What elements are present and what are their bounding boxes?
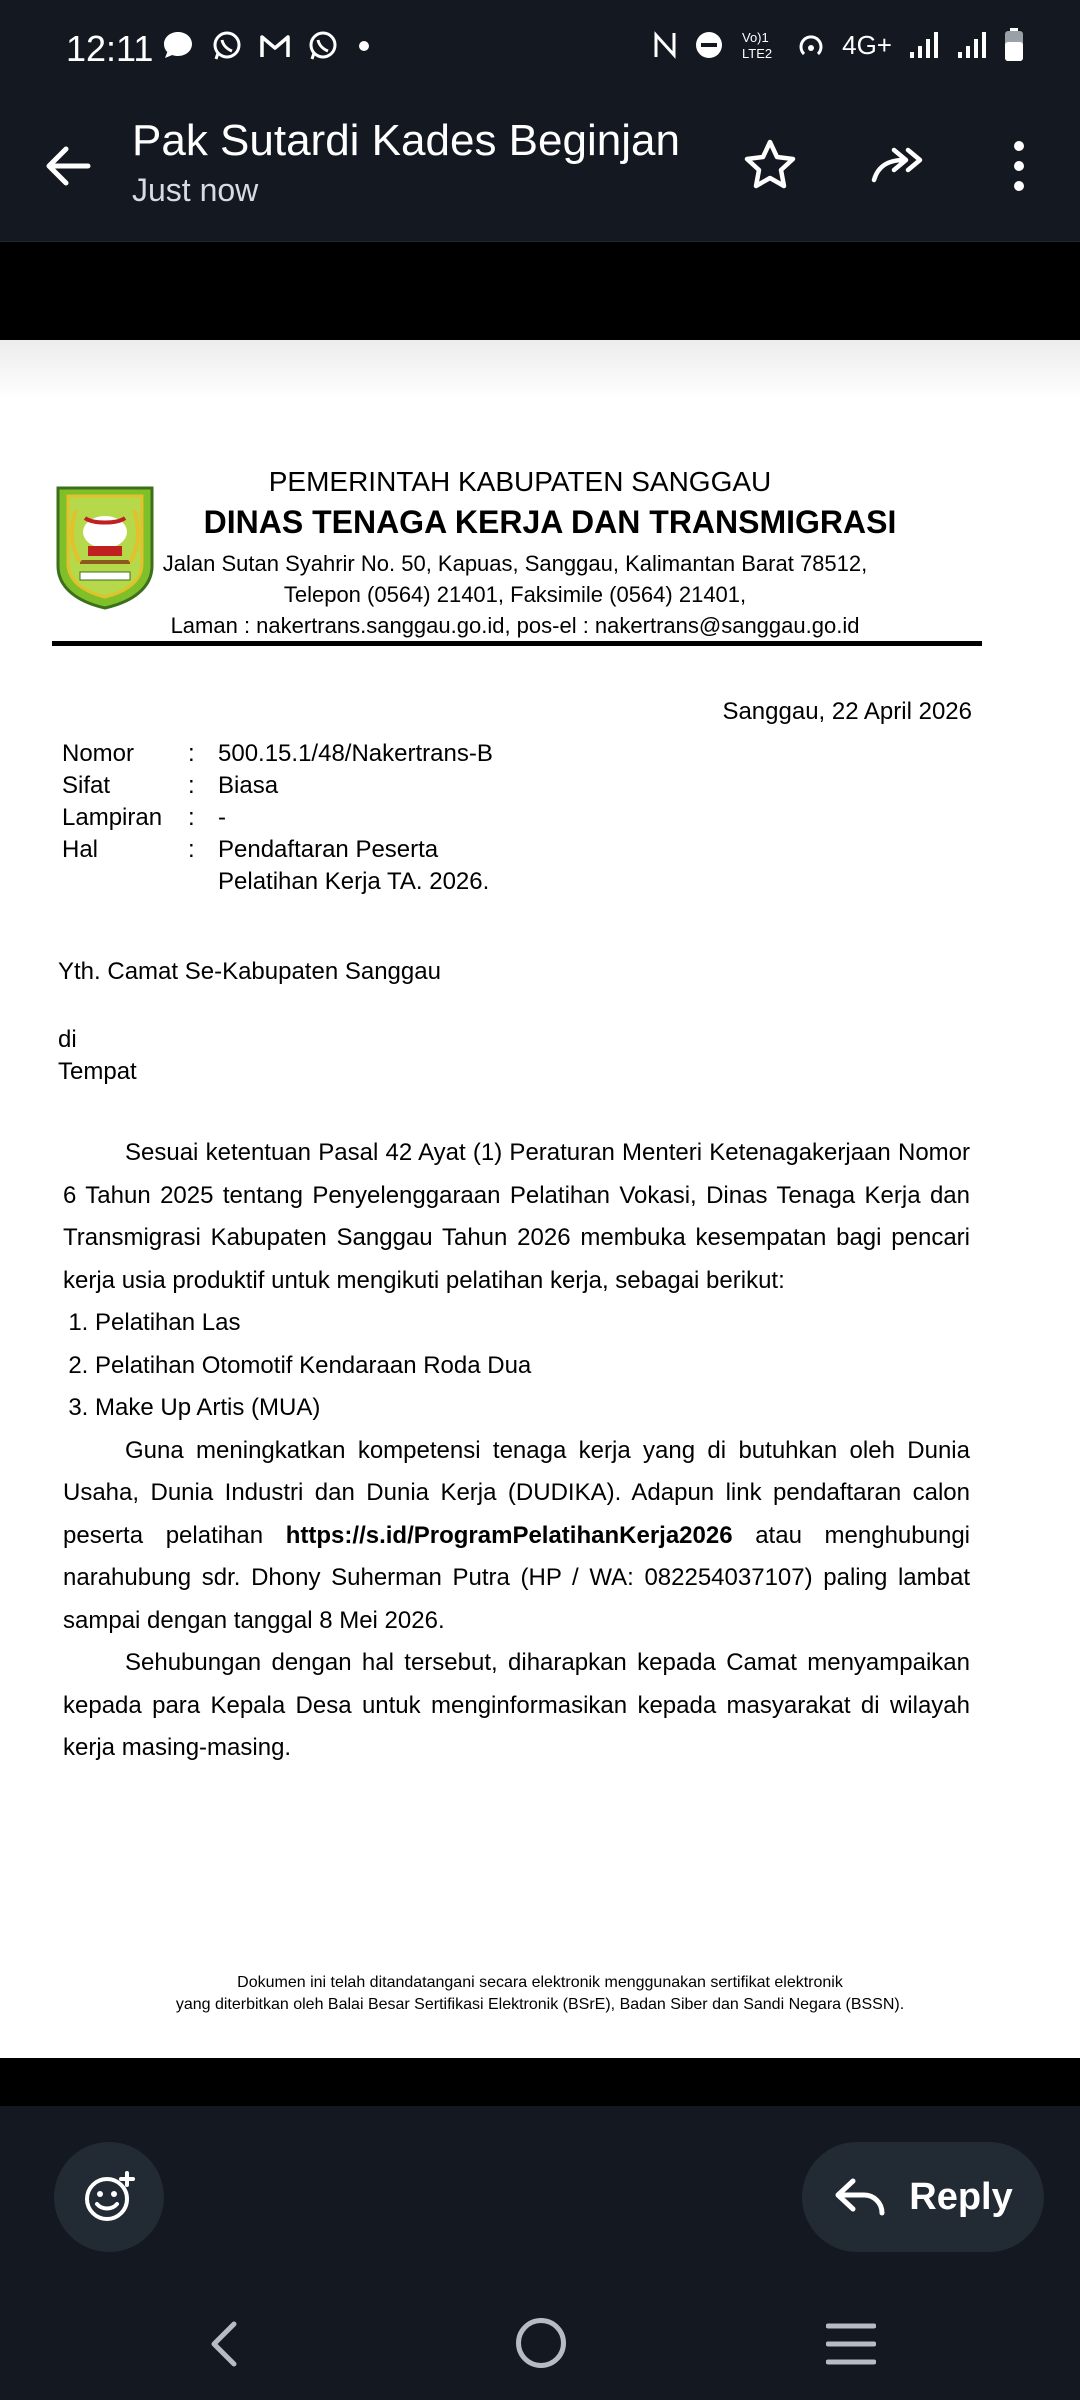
list-item: 3. Make Up Artis (MUA): [95, 1387, 970, 1430]
status-bar: [0, 0, 1080, 100]
volte-icon: [740, 28, 780, 62]
e-signature-note: [100, 1972, 980, 2016]
paragraph-2-text: atau menghubungi narahubung sdr. Dhony Suherman Putra (HP / WA: 082254037107) paling lambat sampai dengan tanggal 8 Mei 2026.: [63, 1521, 970, 1634]
network-type: 4G+: [842, 29, 892, 60]
meta-row: [62, 738, 718, 770]
whatsapp-icon: [210, 29, 244, 63]
letter-recipient: Yth. Camat Se-Kabupaten Sanggau: [58, 958, 441, 985]
message-time: Just now: [132, 172, 259, 208]
list-item: 1. Pelatihan Las: [95, 1302, 970, 1345]
letterhead-divider: [52, 641, 982, 646]
paragraph-1: Sesuai ketentuan Pasal 42 Ayat (1) Peraturan Menteri Ketenagakerjaan Nomor 6 Tahun 2025 tentang Penyelenggaraan Pelatihan Vokasi, Dinas Tenaga Kerja dan Transmigrasi Kabupaten Sanggau Tahun 2026 membuka kesempatan bagi pencari kerja usia produktif untuk mengikuti pelatihan kerja, sebagai berikut:: [63, 1139, 970, 1294]
meta-row: [62, 866, 718, 898]
e-signature-line: Dokumen ini telah ditandatangani secara elektronik menggunakan sertifikat elektronik: [237, 1974, 843, 1991]
back-arrow-icon[interactable]: [40, 138, 96, 194]
do-not-disturb-icon: [694, 30, 724, 60]
meta-value: Pelatihan Kerja TA. 2026.: [218, 868, 490, 895]
meta-key: Sifat: [62, 772, 111, 799]
whatsapp-icon: [306, 29, 340, 63]
more-notifications-dot-icon: [354, 36, 374, 56]
system-icons: [652, 28, 1024, 62]
letterhead-government: PEMERINTAH KABUPATEN SANGGAU: [268, 466, 772, 497]
reply-arrow-icon: [833, 2175, 887, 2219]
meta-key: Hal: [62, 836, 99, 863]
meta-row: [62, 834, 718, 866]
letter-date: Sanggau, 22 April 2026: [722, 698, 972, 725]
react-emoji-button[interactable]: [54, 2142, 164, 2252]
meta-value: Pendaftaran Peserta: [218, 836, 439, 863]
location-di: di: [58, 1026, 77, 1053]
location-tempat: Tempat: [58, 1058, 137, 1085]
address-line: Jalan Sutan Syahrir No. 50, Kapuas, Sanggau, Kalimantan Barat 78512,: [162, 551, 868, 576]
meta-colon: :: [188, 804, 195, 831]
paragraph-3: Sehubungan dengan hal tersebut, diharapkan kepada Camat menyampaikan kepada para Kepala Desa untuk menginformasikan kepada masyarakat di wilayah kerja masing-masing.: [63, 1649, 970, 1761]
meta-value: Biasa: [218, 772, 279, 799]
document-image[interactable]: [0, 340, 1080, 2058]
letter-meta: [62, 738, 718, 898]
training-list: [63, 1302, 970, 1430]
notification-icons: [160, 28, 374, 64]
signal-icon: [956, 30, 988, 60]
system-navigation-bar: [0, 2290, 1080, 2400]
hotspot-icon: [796, 30, 826, 60]
meta-value: -: [218, 804, 226, 831]
reply-button[interactable]: [802, 2142, 1044, 2252]
paragraph-2-text: Guna meningkatkan kompetensi tenaga kerja yang di butuhkan oleh Dunia Usaha, Dunia Industri dan Dunia Kerja (DUDIKA). Adapun link pendaftaran calon peserta pelatihan: [63, 1436, 970, 1549]
nav-recents-icon[interactable]: [826, 2322, 876, 2366]
letter-body: [63, 1132, 970, 1770]
registration-link: https://s.id/ProgramPelatihanKerja2026: [285, 1521, 733, 1549]
paragraph-2: [63, 1430, 970, 1643]
list-item: 2. Pelatihan Otomotif Kendaraan Roda Dua: [95, 1345, 970, 1388]
meta-key: Lampiran: [62, 804, 163, 831]
sender-name: Pak Sutardi Kades Beginjan: [132, 116, 680, 165]
gmail-icon: [258, 29, 292, 63]
bottom-action-bar: [0, 2106, 1080, 2400]
letter-location: [58, 1024, 137, 1088]
add-reaction-icon: [81, 2169, 137, 2225]
meta-row: [62, 802, 718, 834]
e-signature-line: yang diterbitkan oleh Balai Besar Sertifikasi Elektronik (BSrE), Badan Siber dan Sandi Negara (BSSN).: [175, 1996, 905, 2013]
status-time: 12:11: [66, 28, 154, 69]
letterhead-address: [160, 548, 870, 641]
reply-label: Reply: [909, 2175, 1013, 2218]
meta-colon: :: [188, 772, 195, 799]
more-options-icon[interactable]: [1004, 136, 1034, 196]
meta-colon: :: [188, 740, 195, 767]
chat-bubble-icon: [160, 28, 196, 64]
meta-row: [62, 770, 718, 802]
letterhead-agency: DINAS TENAGA KERJA DAN TRANSMIGRASI: [203, 504, 897, 540]
nav-home-icon[interactable]: [516, 2318, 566, 2368]
battery-icon: [1004, 28, 1024, 62]
app-bar: [0, 100, 1080, 242]
document-top-shade: [0, 340, 1080, 400]
regency-crest-logo: [50, 480, 160, 610]
signal-icon: [908, 30, 940, 60]
meta-value: 500.15.1/48/Nakertrans-B: [218, 740, 493, 767]
star-icon[interactable]: [740, 136, 800, 196]
meta-key: Nomor: [62, 740, 135, 767]
nav-back-icon[interactable]: [200, 2318, 252, 2370]
meta-key: [62, 866, 188, 898]
nfc-icon: [652, 29, 678, 61]
svg-text:LTE2: LTE2: [742, 46, 773, 61]
forward-icon[interactable]: [868, 136, 932, 196]
web-email-line: Laman : nakertrans.sanggau.go.id, pos-el : nakertrans@sanggau.go.id: [170, 613, 860, 638]
phone-line: Telepon (0564) 21401, Faksimile (0564) 21401,: [283, 582, 747, 607]
svg-text:Vo)1: Vo)1: [742, 30, 769, 45]
meta-colon: [188, 866, 218, 898]
meta-colon: :: [188, 836, 195, 863]
